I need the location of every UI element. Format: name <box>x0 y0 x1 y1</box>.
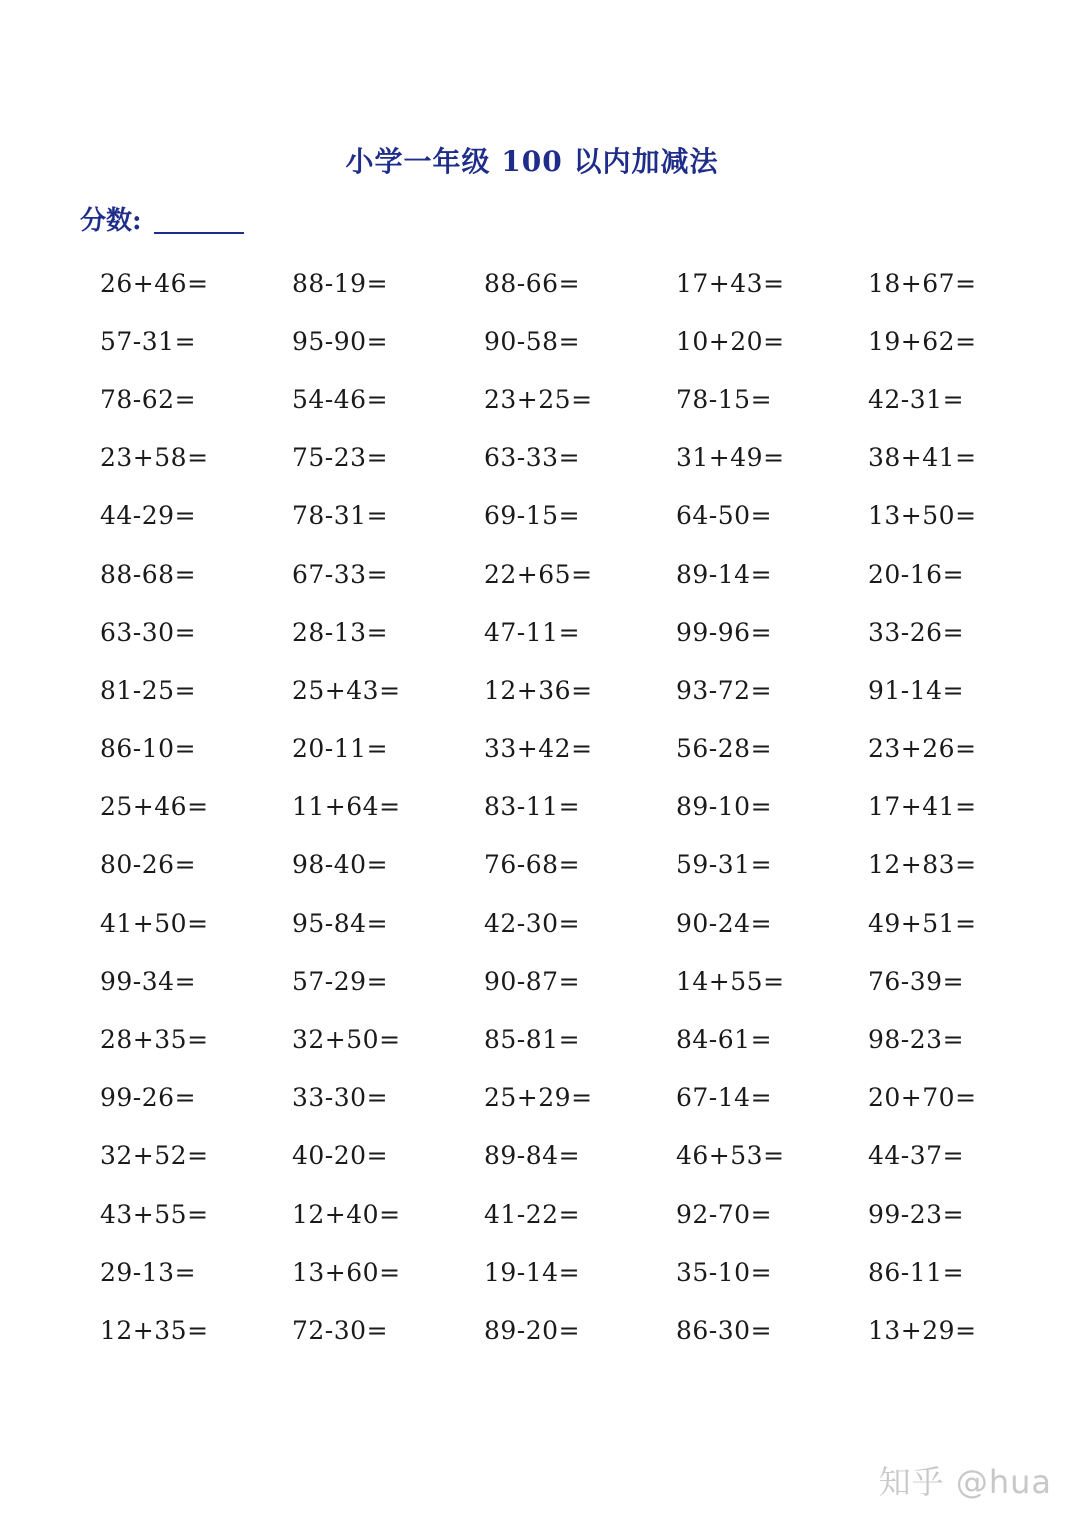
arithmetic-problem: 20+70= <box>868 1083 977 1113</box>
arithmetic-problem: 29-13= <box>100 1257 197 1287</box>
problem-row <box>100 487 1060 545</box>
arithmetic-problem: 95-90= <box>292 326 389 356</box>
arithmetic-problem: 42-30= <box>484 908 581 938</box>
arithmetic-problem: 90-58= <box>484 326 581 356</box>
arithmetic-problem: 12+35= <box>100 1315 209 1345</box>
arithmetic-problem: 12+36= <box>484 675 593 705</box>
arithmetic-problem: 19+62= <box>868 326 977 356</box>
arithmetic-problem: 88-19= <box>292 268 389 298</box>
arithmetic-problem: 14+55= <box>676 966 785 996</box>
arithmetic-problem: 42-31= <box>868 384 965 414</box>
arithmetic-problem: 28-13= <box>292 617 389 647</box>
arithmetic-problem: 22+65= <box>484 559 593 589</box>
problem-grid <box>100 254 1060 1360</box>
arithmetic-problem: 99-34= <box>100 966 197 996</box>
arithmetic-problem: 99-96= <box>676 617 773 647</box>
worksheet-title: 小学一年级 100 以内加减法 <box>345 145 719 178</box>
arithmetic-problem: 44-29= <box>100 501 197 531</box>
arithmetic-problem: 89-10= <box>676 792 773 822</box>
arithmetic-problem: 89-20= <box>484 1315 581 1345</box>
arithmetic-problem: 25+29= <box>484 1083 593 1113</box>
problem-row <box>100 1010 1060 1068</box>
arithmetic-problem: 92-70= <box>676 1199 773 1229</box>
problem-row <box>100 836 1060 894</box>
arithmetic-problem: 86-11= <box>868 1257 965 1287</box>
arithmetic-problem: 49+51= <box>868 908 977 938</box>
problem-row <box>100 370 1060 428</box>
arithmetic-problem: 13+50= <box>868 501 977 531</box>
arithmetic-problem: 38+41= <box>868 443 977 473</box>
arithmetic-problem: 57-29= <box>292 966 389 996</box>
arithmetic-problem: 54-46= <box>292 384 389 414</box>
problem-row <box>100 603 1060 661</box>
arithmetic-problem: 25+46= <box>100 792 209 822</box>
problem-row <box>100 661 1060 719</box>
problem-row <box>100 952 1060 1010</box>
arithmetic-problem: 90-24= <box>676 908 773 938</box>
arithmetic-problem: 89-84= <box>484 1141 581 1171</box>
problem-row <box>100 429 1060 487</box>
arithmetic-problem: 86-30= <box>676 1315 773 1345</box>
arithmetic-problem: 84-61= <box>676 1025 773 1055</box>
arithmetic-problem: 47-11= <box>484 617 581 647</box>
arithmetic-problem: 13+60= <box>292 1257 401 1287</box>
arithmetic-problem: 44-37= <box>868 1141 965 1171</box>
score-label: 分数: <box>80 206 142 236</box>
arithmetic-problem: 20-11= <box>292 734 389 764</box>
arithmetic-problem: 28+35= <box>100 1025 209 1055</box>
arithmetic-problem: 88-68= <box>100 559 197 589</box>
arithmetic-problem: 99-26= <box>100 1083 197 1113</box>
arithmetic-problem: 75-23= <box>292 443 389 473</box>
score-field <box>80 198 244 238</box>
arithmetic-problem: 98-40= <box>292 850 389 880</box>
arithmetic-problem: 20-16= <box>868 559 965 589</box>
arithmetic-problem: 25+43= <box>292 675 401 705</box>
arithmetic-problem: 33-26= <box>868 617 965 647</box>
arithmetic-problem: 81-25= <box>100 675 197 705</box>
arithmetic-problem: 46+53= <box>676 1141 785 1171</box>
problem-row <box>100 1069 1060 1127</box>
arithmetic-problem: 23+25= <box>484 384 593 414</box>
arithmetic-problem: 67-14= <box>676 1083 773 1113</box>
arithmetic-problem: 17+41= <box>868 792 977 822</box>
problem-row <box>100 545 1060 603</box>
arithmetic-problem: 88-66= <box>484 268 581 298</box>
arithmetic-problem: 23+26= <box>868 734 977 764</box>
arithmetic-problem: 31+49= <box>676 443 785 473</box>
arithmetic-problem: 18+67= <box>868 268 977 298</box>
arithmetic-problem: 63-30= <box>100 617 197 647</box>
arithmetic-problem: 57-31= <box>100 326 197 356</box>
arithmetic-problem: 85-81= <box>484 1025 581 1055</box>
arithmetic-problem: 64-50= <box>676 501 773 531</box>
problem-row <box>100 720 1060 778</box>
arithmetic-problem: 93-72= <box>676 675 773 705</box>
arithmetic-problem: 23+58= <box>100 443 209 473</box>
arithmetic-problem: 95-84= <box>292 908 389 938</box>
score-blank-line <box>154 232 244 234</box>
arithmetic-problem: 10+20= <box>676 326 785 356</box>
problem-row <box>100 1243 1060 1301</box>
problem-row <box>100 1301 1060 1359</box>
problem-row <box>100 894 1060 952</box>
arithmetic-problem: 41-22= <box>484 1199 581 1229</box>
arithmetic-problem: 91-14= <box>868 675 965 705</box>
arithmetic-problem: 59-31= <box>676 850 773 880</box>
watermark: 知乎 @hua <box>878 1463 1052 1501</box>
problem-row <box>100 312 1060 370</box>
arithmetic-problem: 78-31= <box>292 501 389 531</box>
arithmetic-problem: 98-23= <box>868 1025 965 1055</box>
arithmetic-problem: 32+52= <box>100 1141 209 1171</box>
problem-row <box>100 254 1060 312</box>
arithmetic-problem: 19-14= <box>484 1257 581 1287</box>
arithmetic-problem: 69-15= <box>484 501 581 531</box>
arithmetic-problem: 78-62= <box>100 384 197 414</box>
arithmetic-problem: 17+43= <box>676 268 785 298</box>
arithmetic-problem: 89-14= <box>676 559 773 589</box>
problem-row <box>100 778 1060 836</box>
arithmetic-problem: 86-10= <box>100 734 197 764</box>
arithmetic-problem: 72-30= <box>292 1315 389 1345</box>
arithmetic-problem: 76-68= <box>484 850 581 880</box>
arithmetic-problem: 63-33= <box>484 443 581 473</box>
arithmetic-problem: 33+42= <box>484 734 593 764</box>
arithmetic-problem: 12+83= <box>868 850 977 880</box>
arithmetic-problem: 43+55= <box>100 1199 209 1229</box>
arithmetic-problem: 35-10= <box>676 1257 773 1287</box>
arithmetic-problem: 80-26= <box>100 850 197 880</box>
arithmetic-problem: 76-39= <box>868 966 965 996</box>
arithmetic-problem: 41+50= <box>100 908 209 938</box>
arithmetic-problem: 90-87= <box>484 966 581 996</box>
arithmetic-problem: 33-30= <box>292 1083 389 1113</box>
arithmetic-problem: 67-33= <box>292 559 389 589</box>
arithmetic-problem: 40-20= <box>292 1141 389 1171</box>
arithmetic-problem: 78-15= <box>676 384 773 414</box>
problem-row <box>100 1185 1060 1243</box>
arithmetic-problem: 13+29= <box>868 1315 977 1345</box>
arithmetic-problem: 83-11= <box>484 792 581 822</box>
arithmetic-problem: 11+64= <box>292 792 401 822</box>
arithmetic-problem: 56-28= <box>676 734 773 764</box>
arithmetic-problem: 26+46= <box>100 268 209 298</box>
problem-row <box>100 1127 1060 1185</box>
arithmetic-problem: 99-23= <box>868 1199 965 1229</box>
arithmetic-problem: 12+40= <box>292 1199 401 1229</box>
arithmetic-problem: 32+50= <box>292 1025 401 1055</box>
